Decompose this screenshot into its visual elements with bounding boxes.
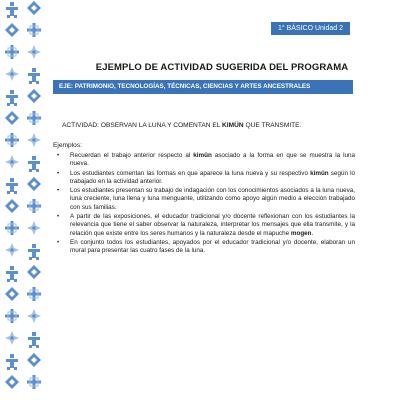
- example-part: En conjunto todos los estudiantes, apoyados por el educador tradicional y/o docente, elaboran un mural para presentar las cuatro fases de la luna.: [70, 238, 355, 255]
- activity-heading: [62, 121, 352, 130]
- axis-banner: EJE: PATRIMONIO, TECNOLOGÍAS, TÉCNICAS, CIENCIAS Y ARTES ANCESTRALES: [53, 80, 353, 94]
- example-part: .: [311, 229, 314, 237]
- example-keyword: kimün: [310, 169, 329, 177]
- list-item: [53, 170, 355, 187]
- list-item: [53, 239, 355, 256]
- list-item: [53, 152, 355, 169]
- example-keyword: mogen: [290, 229, 312, 237]
- example-part: Recuerdan el trabajo anterior respecto al: [70, 152, 194, 159]
- page-title: EJEMPLO DE ACTIVIDAD SUGERIDA DEL PROGRAMA: [95, 62, 349, 73]
- example-part: Los estudiantes comentan las formas en que aparece la luna nueva y su respectivo: [70, 169, 311, 177]
- bullet-icon: •: [57, 170, 60, 177]
- examples-label: Ejemplos:: [53, 142, 82, 149]
- examples-list: [53, 152, 355, 256]
- activity-prefix: ACTIVIDAD: OBSERVAN LA LUNA Y COMENTAN EL: [62, 122, 223, 129]
- unit-badge: 1° BÁSICO Unidad 2: [271, 22, 350, 35]
- example-part: Los estudiantes presentan su trabajo de indagación con los conocimientos asociados a la luna nueva, luna creciente, luna llena y luna menguante, utilizando como apoyo algún medio a elección trabajado con sus familias.: [70, 187, 355, 211]
- bullet-icon: •: [57, 188, 60, 194]
- mapuche-pattern-border-icon: [0, 0, 48, 400]
- activity-keyword: KIMÜN: [222, 122, 244, 129]
- activity-suffix: QUE TRANSMITE.: [243, 122, 302, 129]
- bullet-icon: •: [57, 213, 60, 220]
- list-item: [53, 187, 355, 212]
- example-keyword: kimün: [193, 152, 212, 159]
- bullet-icon: •: [57, 239, 60, 246]
- example-part: asociado a la forma en que se muestra la luna nueva.: [70, 152, 356, 168]
- bullet-icon: •: [57, 153, 60, 159]
- list-item: [53, 213, 355, 238]
- example-part: según lo trabajado en la actividad anterior.: [70, 169, 355, 185]
- example-part: A partir de las exposiciones, el educador tradicional y/o docente reflexionan con los estudiantes la relevancia que tiene el saber observar la naturaleza, interpretar los mensajes que ella transmite, y la relación que existe entre los seres humanos y la naturaleza desde el mapuche: [70, 212, 355, 237]
